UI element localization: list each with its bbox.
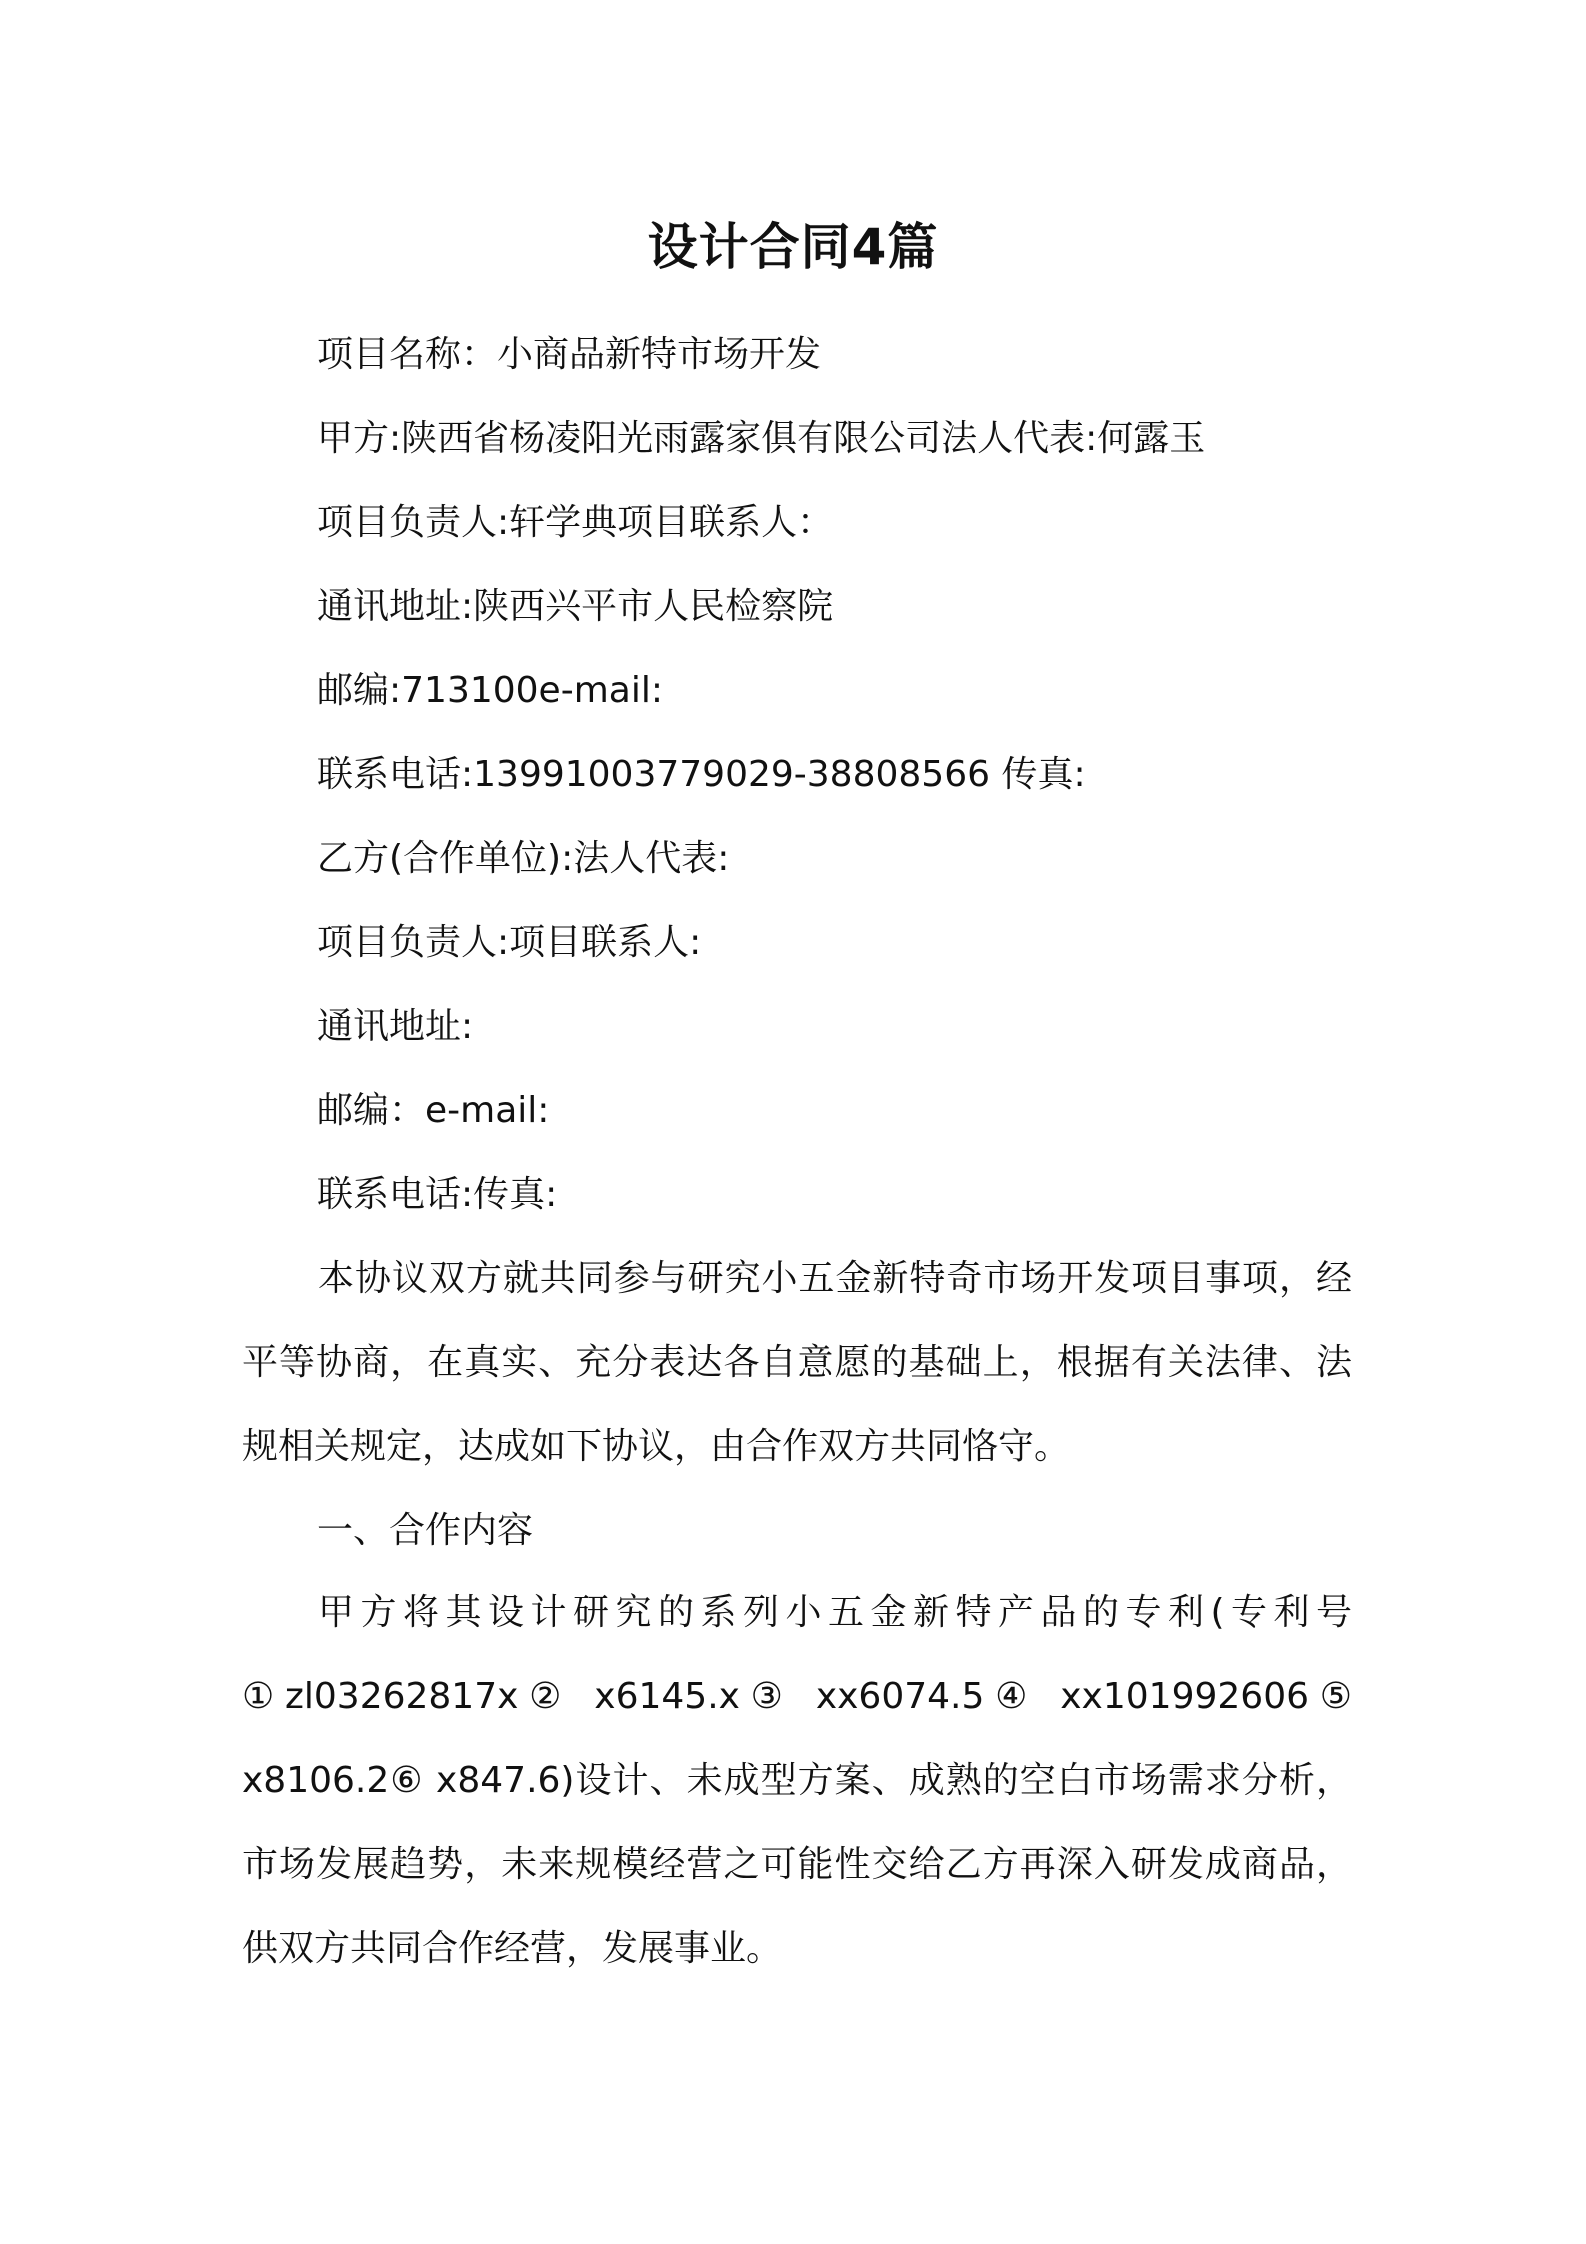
field-party-b-phone-fax: 联系电话:传真:	[317, 1174, 558, 1215]
field-project-name: 项目名称：小商品新特市场开发	[317, 334, 822, 375]
field-party-b-postcode-email: 邮编：e-mail:	[317, 1090, 550, 1131]
field-party-a-postcode-email: 邮编:713100e-mail:	[317, 670, 663, 711]
section-heading: 一、合作内容	[317, 1510, 534, 1551]
document-title: 设计合同4篇	[647, 218, 939, 276]
field-party-a: 甲方:陕西省杨凌阳光雨露家俱有限公司法人代表:何露玉	[317, 418, 1206, 459]
field-party-a-address: 通讯地址:陕西兴平市人民检察院	[317, 586, 834, 627]
field-party-b-project-lead: 项目负责人:项目联系人:	[317, 922, 702, 963]
field-party-b: 乙方(合作单位):法人代表:	[317, 838, 730, 879]
field-party-b-address: 通讯地址:	[317, 1006, 474, 1047]
field-party-a-project-lead: 项目负责人:轩学典项目联系人：	[317, 502, 834, 543]
section-paragraph: 甲方将其设计研究的系列小五金新特产品的专利(专利号①zl03262817x② x6145.x③ xx6074.5④ xx101992606⑤ x8106.2⑥ x847.6)设计、未成型方案、成熟的空白市场需求分析，市场发展趋势，未来规模经营之可能性交给乙方再深入研发成商品，供双方共同合作经营，发展事业。	[242, 1592, 1352, 1969]
field-party-a-phone-fax: 联系电话:13991003779029-38808566 传真:	[317, 754, 1086, 795]
intro-paragraph: 本协议双方就共同参与研究小五金新特奇市场开发项目事项，经平等协商，在真实、充分表达各自意愿的基础上，根据有关法律、法规相关规定，达成如下协议，由合作双方共同恪守。	[242, 1258, 1352, 1467]
